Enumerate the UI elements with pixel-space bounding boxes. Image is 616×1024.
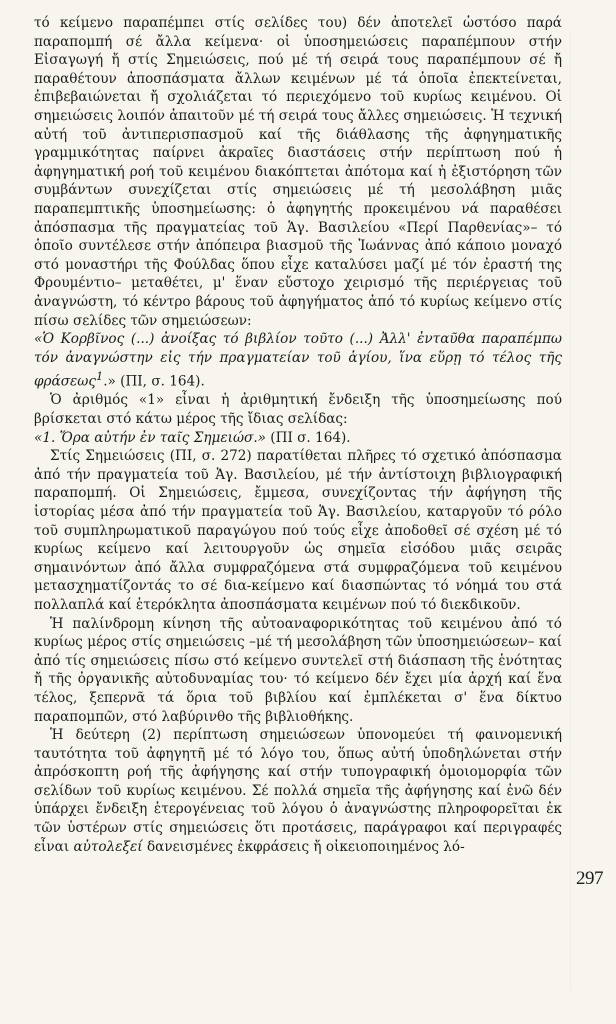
quotation-2-citation: (ΠΙ σ. 164).: [265, 429, 351, 446]
paragraph-5-italic: αὐτολεξεί: [73, 838, 143, 855]
paragraph-4: Ἡ παλίνδρομη κίνηση τῆς αὐτοαναφορικότητας τοῦ κειμένου ἀπό τό κυρίως μέρος στίς σημειώσεις –μέ τή μεσολάβηση τῶν ὑποσημειώσεων– καί ἀπό τίς σημειώσεις πίσω στό κείμενο συντελεῖ στή διάσπαση τῆς ἑνότητας ἤ τῆς ὀργανικῆς αὐτοδυναμίας του· τό κείμενο δέν ἔχει μία ἀρχή καί ἕνα τέλος, ξεπερνᾶ τά ὅρια τοῦ βιβλίου καί ἐμπλέκεται σ' ἕνα δίκτυο παραπομπῶν, στό λαβύρινθο τῆς βιβλιοθήκης.: [34, 615, 562, 725]
quotation-2-text: «1. Ὅρα αὐτήν ἐν ταῖς Σημειώσ.»: [34, 429, 266, 446]
page-number: 297: [576, 868, 603, 889]
footnote-marker: 1: [95, 369, 104, 384]
paragraph-2: Ὁ ἀριθμός «1» εἶναι ἡ ἀριθμητική ἔνδειξη τῆς ὑποσημείωσης πού βρίσκεται στό κάτω μέρος τῆς ἴδιας σελίδας:: [34, 392, 562, 427]
quotation-1: [34, 330, 562, 391]
paragraph-3: Στίς Σημειώσεις (ΠΙ, σ. 272) παρατίθεται πλῆρες τό σχετικό ἀπόσπασμα ἀπό τήν πραγματεία τοῦ Ἁγ. Βασιλείου, μέ τήν ἀντίστοιχη βιβλιογραφική παραπομπή. Οἱ Σημειώσεις, ἔμμεσα, συνεχίζοντας τήν ἀφήγηση τῆς ἱστορίας μέσα ἀπό τήν πραγματεία τοῦ Ἁγ. Βασιλείου, καταργοῦν τό ρόλο τοῦ συμπληρωματικοῦ παραγώγου πού τούς εἶχε ἀποδοθεῖ σέ σχέση μέ τό κυρίως κείμενο καί λειτουργοῦν ὡς σημεῖα εἰσόδου μιᾶς σειρᾶς σημαινόντων ἀπό ἄλλα συμφραζόμενα στά συμφραζόμενα τοῦ κειμένου μετασχηματίζοντάς το σέ δια-κείμενο καί διασπώντας τό νόημά του στά πολλαπλά καί ἑτερόκλητα ἀποσπάσματα κειμένων πού τό διεκδικοῦν.: [34, 448, 562, 613]
quotation-2: [34, 429, 562, 448]
paragraph-1: τό κείμενο παραπέμπει στίς σελίδες του) δέν ἀποτελεῖ ὡστόσο παρά παραπομπή σέ ἄλλα κείμενα· οἱ ὑποσημειώσεις παραπέμπουν στήν Εἰσαγωγή ἤ στίς Σημειώσεις, πού μέ τή σειρά τους παραπέμπουν σέ ἤ παραθέτουν ἀποσπάσματα ἄλλων κειμένων μέ τά ὁποῖα ἐπεκτείνεται, ἐπιβεβαιώνεται ἤ σχολιάζεται τό περιεχόμενο τοῦ κυρίως κειμένου. Οἱ σημειώσεις λοιπόν ἀπαιτοῦν μέ τή σειρά τους ἄλλες σημειώσεις. Ἡ τεχνική αὐτή τοῦ ἀντιπερισπασμοῦ καί τῆς διάθλασης τῆς ἀφηγηματικῆς γραμμικότητας παίρνει ἀκραῖες διαστάσεις στήν περίπτωση πού ἡ ἀφηγηματική ροή τοῦ κειμένου διακόπτεται ἀπότομα καί ἡ ἐξιστόρηση τῶν συμβάντων συνεχίζεται στίς σημειώσεις μέ τή μεσολάβηση μιᾶς παραπεμπτικῆς ὑποσημείωσης: ὁ ἀφηγητής προκειμένου νά παραθέσει ἀπόσπασμα τῆς πραγματείας τοῦ Ἁγ. Βασιλείου «Περί Παρθενίας»– τό ὁποῖο συντέλεσε στήν ἀπόπειρα βιασμοῦ τῆς Ἰωάννας ἀπό κάποιο μοναχό στό μοναστήρι τῆς Φούλδας ὅπου εἶχε καταλύσει μαζί μέ τόν ἐραστή της Φρουμέντιο– μεταθέτει, μ' ἕναν εὔστοχο χειρισμό τῆς περιέργειας τοῦ ἀναγνώστη, τό κέντρο βάρους τοῦ ἀφηγήματος ἀπό τό κυρίως κείμενο στίς πίσω σελίδες τῶν σημειώσεων:: [34, 15, 562, 329]
paragraph-5-text-b: δανεισμένες ἐκφράσεις ἤ οἰκειοποιημένος λό-: [142, 838, 465, 855]
page-gutter-shadow: [570, 30, 571, 990]
quotation-1-text: «Ὁ Κορβῖνος (...) ἀνοίξας τό βιβλίον τοῦτο (...) Ἀλλ' ἐνταῦθα παραπέμπω τόν ἀναγνώστην εἰς τήν πραγματείαν τοῦ ἁγίου, ἵνα εὕρῃ τό τέλος τῆς φράσεως: [34, 331, 562, 390]
body-text: [34, 14, 562, 856]
quotation-1-citation: .» (ΠΙ, σ. 164).: [103, 373, 205, 390]
paragraph-5: [34, 726, 562, 856]
paragraph-5-text-a: Ἡ δεύτερη (2) περίπτωση σημειώσεων ὑπονομεύει τή φαινομενική ταυτότητα τοῦ ἀφηγητῆ μέ τό λόγο του, ὅπως αὐτή ὑποδηλώνεται στήν ἀπρόσκοπτη ροή τῆς ἀφήγησης καί στήν τυπογραφική ὁμοιομορφία τῶν σελίδων τοῦ κυρίως κειμένου. Σέ πολλά σημεῖα τῆς ἀφήγησης καί ἐνῶ δέν ὑπάρχει ἔνδειξη ἑτερογένειας τοῦ λόγου ὁ ἀναγνώστης πληροφορεῖται ἐκ τῶν ὑστέρων στίς σημειώσεις ὅτι προτάσεις, παράγραφοι καί περιγραφές εἶναι: [34, 727, 562, 855]
